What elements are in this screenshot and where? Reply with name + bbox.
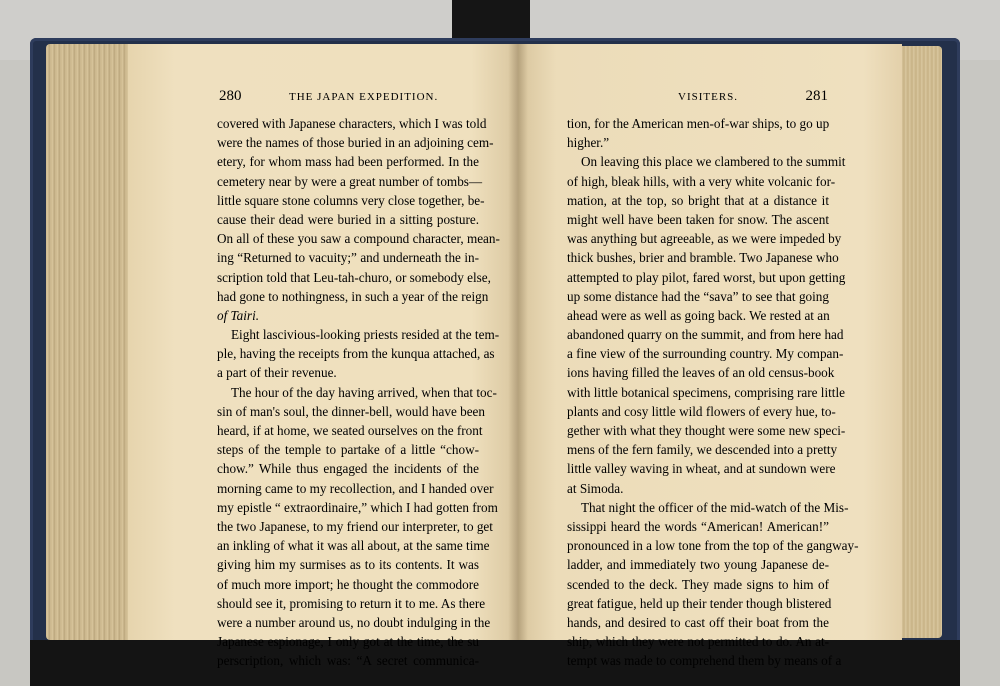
text-line: hands, and desired to cast off their boat from the [567,614,829,630]
text-line: might well have been taken for snow. The ascent [567,211,829,227]
text-line: That night the officer of the mid-watch of the Mis- [581,499,849,515]
text-line: were a number around us, no doubt indulging in the [217,614,491,630]
text-line: plants and cosy little wild flowers of every hue, to- [567,403,836,419]
left-page-number: 280 [219,88,242,104]
text-line: thick bushes, brier and bramble. Two Japanese who [567,250,839,266]
text-line: morning came to my recollection, and I handed over [217,480,494,496]
text-line: great fatigue, held up their tender though blistered [567,595,832,611]
text-line: scended to the deck. They made signs to him of [567,576,829,592]
text-line: Japanese espionage, I only got at the time, the su [217,634,479,650]
text-line: my epistle “ extraordinaire,” which I had gotten from [217,499,498,515]
text-line: ing “Returned to vacuity;” and underneath the in- [217,250,479,266]
text-line: cause their dead were buried in a sitting posture. [217,211,479,227]
text-line: perscription, which was: “A secret communica- [217,653,479,669]
text-line: sissippi heard the words “American! American!” [567,518,829,534]
text-line: of high, bleak hills, with a very white volcanic for- [567,173,836,189]
text-line: giving him my surmises as to its contents. It was [217,557,479,573]
text-line: ladder, and immediately two young Japanese de- [567,557,829,573]
page-edges-right [898,46,942,638]
text-line: little valley waving in wheat, and at sundown were [567,461,836,477]
text-line: abandoned quarry on the summit, and from here had [567,327,844,343]
text-line: ions having filled the leaves of an old census-book [567,365,835,381]
text-line: had gone to nothingness, in such a year of the reign [217,288,489,304]
right-page-body [567,114,859,670]
text-line: pronounced in a low tone from the top of the gangway- [567,538,859,554]
text-line: On all of these you saw a compound character, mean- [217,231,500,247]
text-line: chow.” While thus engaged the incidents of the [217,461,479,477]
text-line: of Tairi. [217,307,260,323]
text-line: at Simoda. [567,480,624,496]
text-line: up some distance had the “sava” to see that going [567,288,829,304]
text-line: The hour of the day having arrived, when that toc- [231,384,497,400]
text-line: mation, at the top, so bright that at a distance it [567,192,829,208]
text-line: were the names of those buried in an adjoining cem- [217,135,494,151]
text-line: ahead were as well as going back. We rested at an [567,307,830,323]
book-gutter [508,44,528,640]
right-running-head: VISITERS. [678,91,739,103]
left-page-header [219,88,489,105]
text-line: a fine view of the surrounding country. My compan- [567,346,844,362]
text-line: tempt was made to comprehend them by means of a [567,653,842,669]
text-line: was anything but agreeable, as we were impeded by [567,231,842,247]
text-line: covered with Japanese characters, which I was told [217,116,487,131]
text-line: little square stone columns very close together, be- [217,192,485,208]
text-line: ship, which they were not permitted to do. An at- [567,634,829,650]
text-line: On leaving this place we clambered to the summit [581,154,846,170]
text-line: etery, for whom mass had been performed. In the [217,154,479,170]
text-line: should see it, promising to return it to me. As there [217,595,486,611]
text-line: sin of man's soul, the dinner-bell, would have been [217,403,485,419]
text-line: ple, having the receipts from the kunqua attached, as [217,346,495,362]
text-line: higher.” [567,135,610,151]
text-line: gether with what they thought were some new speci- [567,423,846,438]
text-line: attempted to play pilot, fared worst, but upon getting [567,269,846,285]
text-line: heard, if at home, we seated ourselves on the front [217,423,483,438]
text-line: of much more import; he thought the commodore [217,576,479,592]
right-page-number: 281 [805,88,828,104]
text-line: tion, for the American men-of-war ships, to go up [567,116,830,131]
text-line: steps of the temple to partake of a little “chow- [217,442,479,458]
text-line: cemetery near by were a great number of tombs— [217,173,483,189]
text-line: the two Japanese, to my friend our interpreter, to get [217,518,493,534]
left-running-head: THE JAPAN EXPEDITION. [289,91,439,103]
text-line: with little botanical specimens, comprising rare little [567,384,845,400]
text-line: Eight lascivious-looking priests resided at the tem- [231,327,500,343]
left-page-body [217,114,500,670]
text-line: an inkling of what it was all about, at the same time [217,538,490,554]
text-line: scription told that Leu-tah-churo, or somebody else, [217,269,491,285]
text-line: a part of their revenue. [217,365,337,381]
text-line: mens of the fern family, we descended into a pretty [567,442,838,458]
